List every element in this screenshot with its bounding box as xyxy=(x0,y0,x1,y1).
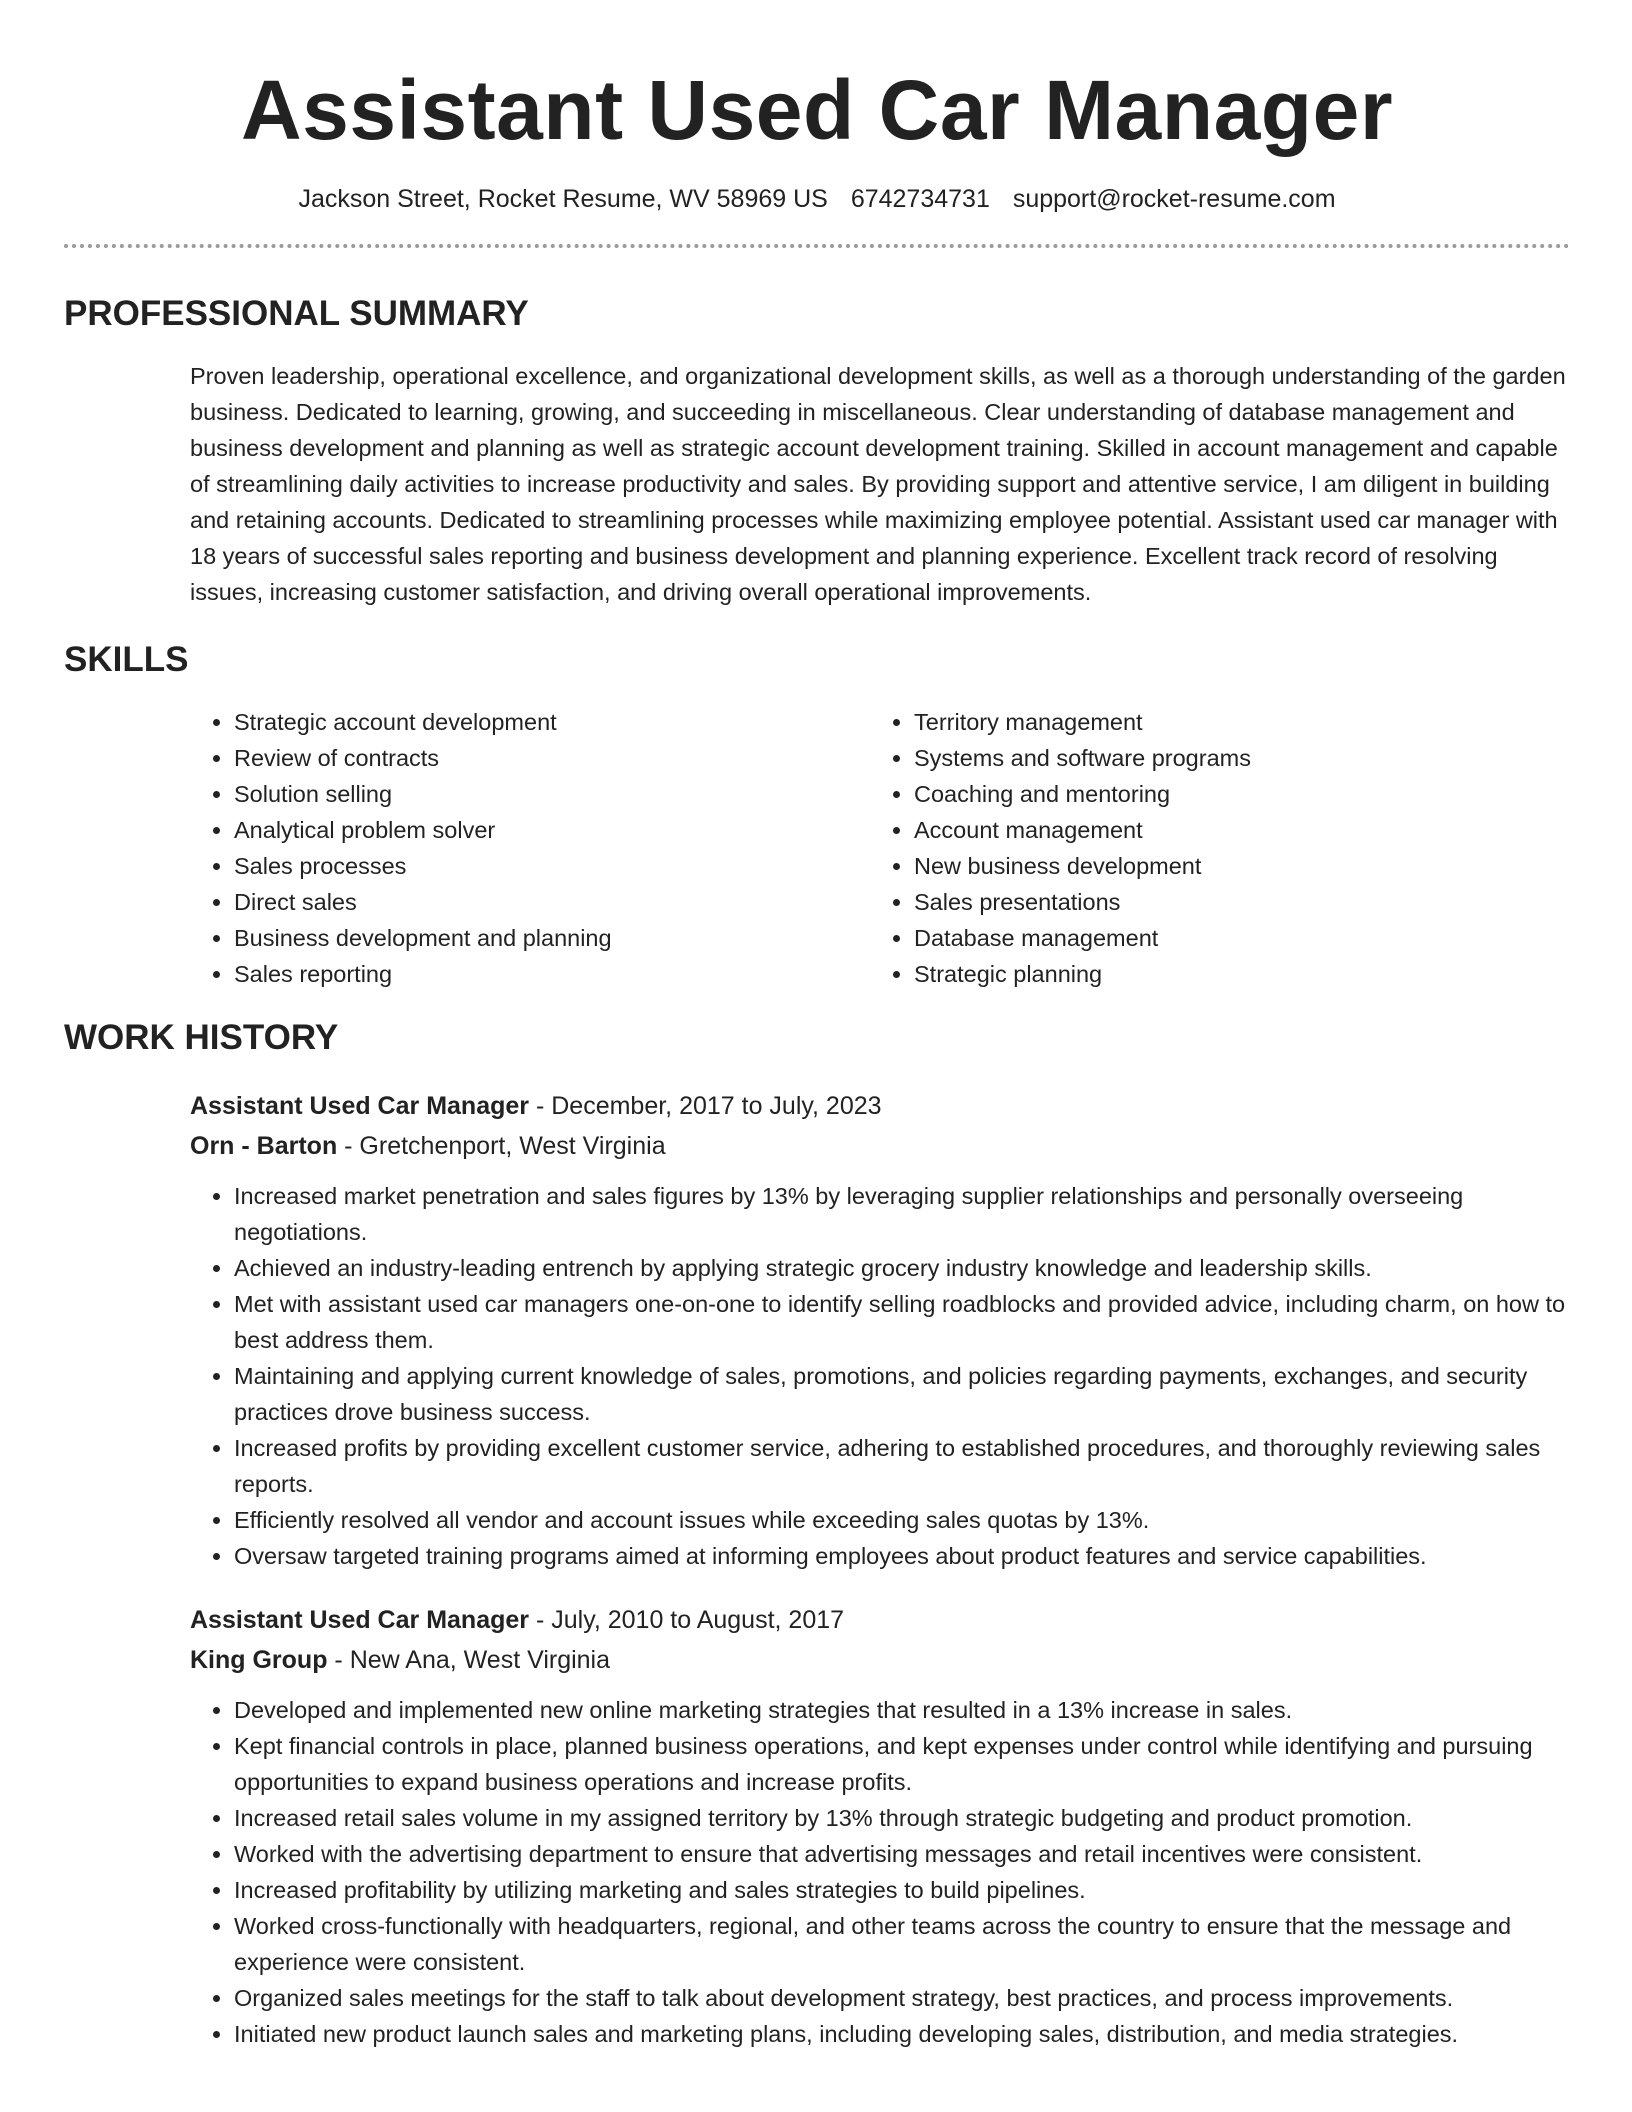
summary-heading: PROFESSIONAL SUMMARY xyxy=(64,294,529,333)
job-bullet: • Increased profits by providing excellent customer service, adhering to established procedures, and thoroughly reviewing sales reports. xyxy=(234,1430,1570,1502)
job-company: King Group xyxy=(190,1646,328,1674)
job-company-line xyxy=(190,1126,1570,1166)
job-entry xyxy=(190,1086,1570,1574)
skill-item: • Territory management xyxy=(914,704,1550,740)
skill-item: • Coaching and mentoring xyxy=(914,776,1550,812)
contact-email: support@rocket-resume.com xyxy=(1012,185,1336,213)
job-bullet: • Worked with the advertising department to ensure that advertising messages and retail incentives were consistent. xyxy=(234,1836,1570,1872)
job-bullet: • Kept financial controls in place, planned business operations, and kept expenses under control while identifying and pursuing opportunities to expand business operations and increase profits. xyxy=(234,1728,1570,1800)
skill-item: • Analytical problem solver xyxy=(234,812,870,848)
skill-item: • Review of contracts xyxy=(234,740,870,776)
job-bullet: • Increased market penetration and sales figures by 13% by leveraging supplier relationships and personally overseeing negotiations. xyxy=(234,1178,1570,1250)
skill-item: • Solution selling xyxy=(234,776,870,812)
skill-item: • Database management xyxy=(914,920,1550,956)
job-bullet: • Worked cross-functionally with headquarters, regional, and other teams across the country to ensure that the message and experience were consistent. xyxy=(234,1908,1570,1980)
job-bullet: • Increased retail sales volume in my assigned territory by 13% through strategic budgeting and product promotion. xyxy=(234,1800,1570,1836)
skill-item: • New business development xyxy=(914,848,1550,884)
skill-item: • Business development and planning xyxy=(234,920,870,956)
job-bullet: • Met with assistant used car managers one-on-one to identify selling roadblocks and provided advice, including charm, on how to best address them. xyxy=(234,1286,1570,1358)
job-company: Orn - Barton xyxy=(190,1132,338,1160)
job-role: Assistant Used Car Manager xyxy=(190,1092,530,1120)
job-location: - Gretchenport, West Virginia xyxy=(337,1132,666,1160)
job-bullets xyxy=(190,1692,1570,2052)
job-entry xyxy=(190,1600,1570,2052)
skills-column-right xyxy=(870,704,1550,992)
skill-item: • Account management xyxy=(914,812,1550,848)
skills-heading: SKILLS xyxy=(64,640,189,679)
summary-text: Proven leadership, operational excellence, and organizational development skills, as well as a thorough understanding of the garden business. Dedicated to learning, growing, and succeeding in miscellaneous. Clear understanding of database management and business development and planning as well as strategic account development training. Skilled in account management and capable of streamlining daily activities to increase productivity and sales. By providing support and attentive service, I am diligent in building and retaining accounts. Dedicated to streamlining processes while maximizing employee potential. Assistant used car manager with 18 years of successful sales reporting and business development and planning experience. Excellent track record of resolving issues, increasing customer satisfaction, and driving overall operational improvements. xyxy=(190,363,1566,605)
job-bullet: • Achieved an industry-leading entrench by applying strategic grocery industry knowledge and leadership skills. xyxy=(234,1250,1570,1286)
contact-address: Jackson Street, Rocket Resume, WV 58969 US xyxy=(298,185,828,213)
skills-list xyxy=(190,704,1570,992)
job-dates: - December, 2017 to July, 2023 xyxy=(529,1092,882,1120)
job-title-line xyxy=(190,1600,1570,1640)
job-bullet: • Increased profitability by utilizing marketing and sales strategies to build pipelines. xyxy=(234,1872,1570,1908)
skill-item: • Direct sales xyxy=(234,884,870,920)
job-bullet: • Maintaining and applying current knowledge of sales, promotions, and policies regarding payments, exchanges, and security practices drove business success. xyxy=(234,1358,1570,1430)
skill-item: • Sales reporting xyxy=(234,956,870,992)
resume-name: Assistant Used Car Manager xyxy=(240,63,1394,157)
skill-item: • Sales processes xyxy=(234,848,870,884)
header-divider xyxy=(64,244,1570,248)
resume-page xyxy=(64,0,1570,2052)
job-role: Assistant Used Car Manager xyxy=(190,1606,530,1634)
contact-line xyxy=(64,182,1570,216)
job-bullet: • Efficiently resolved all vendor and account issues while exceeding sales quotas by 13%. xyxy=(234,1502,1570,1538)
job-bullets xyxy=(190,1178,1570,1574)
job-bullet: • Initiated new product launch sales and marketing plans, including developing sales, distribution, and media strategies. xyxy=(234,2016,1570,2052)
job-location: - New Ana, West Virginia xyxy=(327,1646,611,1674)
job-bullet: • Organized sales meetings for the staff to talk about development strategy, best practices, and process improvements. xyxy=(234,1980,1570,2016)
contact-phone: 6742734731 xyxy=(850,185,990,213)
job-dates: - July, 2010 to August, 2017 xyxy=(529,1606,845,1634)
job-company-line xyxy=(190,1640,1570,1680)
job-title-line xyxy=(190,1086,1570,1126)
skill-item: • Strategic account development xyxy=(234,704,870,740)
skill-item: • Strategic planning xyxy=(914,956,1550,992)
work-history-heading: WORK HISTORY xyxy=(64,1018,339,1057)
skills-column-left xyxy=(190,704,870,992)
job-bullet: • Oversaw targeted training programs aimed at informing employees about product features and service capabilities. xyxy=(234,1538,1570,1574)
skill-item: • Sales presentations xyxy=(914,884,1550,920)
job-bullet: • Developed and implemented new online marketing strategies that resulted in a 13% increase in sales. xyxy=(234,1692,1570,1728)
skill-item: • Systems and software programs xyxy=(914,740,1550,776)
